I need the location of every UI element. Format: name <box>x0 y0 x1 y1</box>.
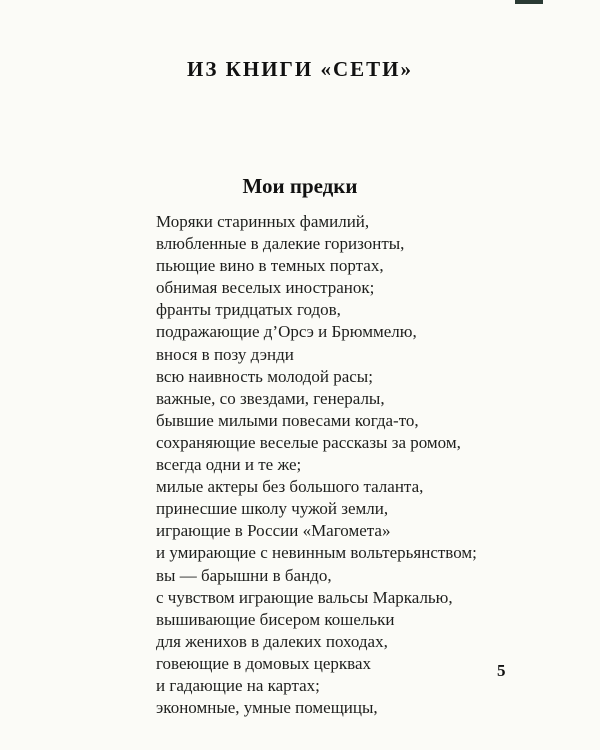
poem-line: для женихов в далеких походах, <box>156 631 388 651</box>
poem-line: Моряки старинных фамилий, <box>156 212 370 231</box>
page-number: 5 <box>497 661 506 680</box>
poem-line: внося в позу дэнди <box>156 344 294 364</box>
poem-line: и гадающие на картах; <box>156 675 320 695</box>
poem-title: Мои предки <box>242 174 358 198</box>
poem-line: всегда одни и те же; <box>156 455 302 475</box>
poem-line: важные, со звездами, генералы, <box>156 388 385 408</box>
poem-line: всю наивность молодой расы; <box>156 366 373 386</box>
poem-line: влюбленные в далекие горизонты, <box>156 234 405 254</box>
poem-line: с чувством играющие вальсы Маркалью, <box>156 587 453 607</box>
poem-body <box>156 211 477 719</box>
page-corner-mark <box>515 0 543 4</box>
poem-line: играющие в России «Магомета» <box>156 521 391 541</box>
poem-line: бывшие милыми повесами когда-то, <box>156 410 419 430</box>
poem-line: пьющие вино в темных портах, <box>156 256 384 276</box>
poem-line: милые актеры без большого таланта, <box>156 477 424 497</box>
poem-line: говеющие в домовых церквах <box>156 653 372 673</box>
poem-line: подражающие д’Орсэ и Брюммелю, <box>156 322 417 342</box>
section-title: ИЗ КНИГИ «СЕТИ» <box>186 57 414 81</box>
poem-line: обнимая веселых иностранок; <box>156 278 375 298</box>
poem-line: принесшие школу чужой земли, <box>156 499 389 519</box>
poem-line: и умирающие с невинным вольтерьянством; <box>156 543 477 563</box>
poem-line: вы — барышни в бандо, <box>156 565 332 585</box>
poem-line: франты тридцатых годов, <box>156 300 341 320</box>
poem-line: сохраняющие веселые рассказы за ромом, <box>156 432 461 452</box>
poem-line: вышивающие бисером кошельки <box>156 609 395 629</box>
poem-line: экономные, умные помещицы, <box>156 698 378 718</box>
